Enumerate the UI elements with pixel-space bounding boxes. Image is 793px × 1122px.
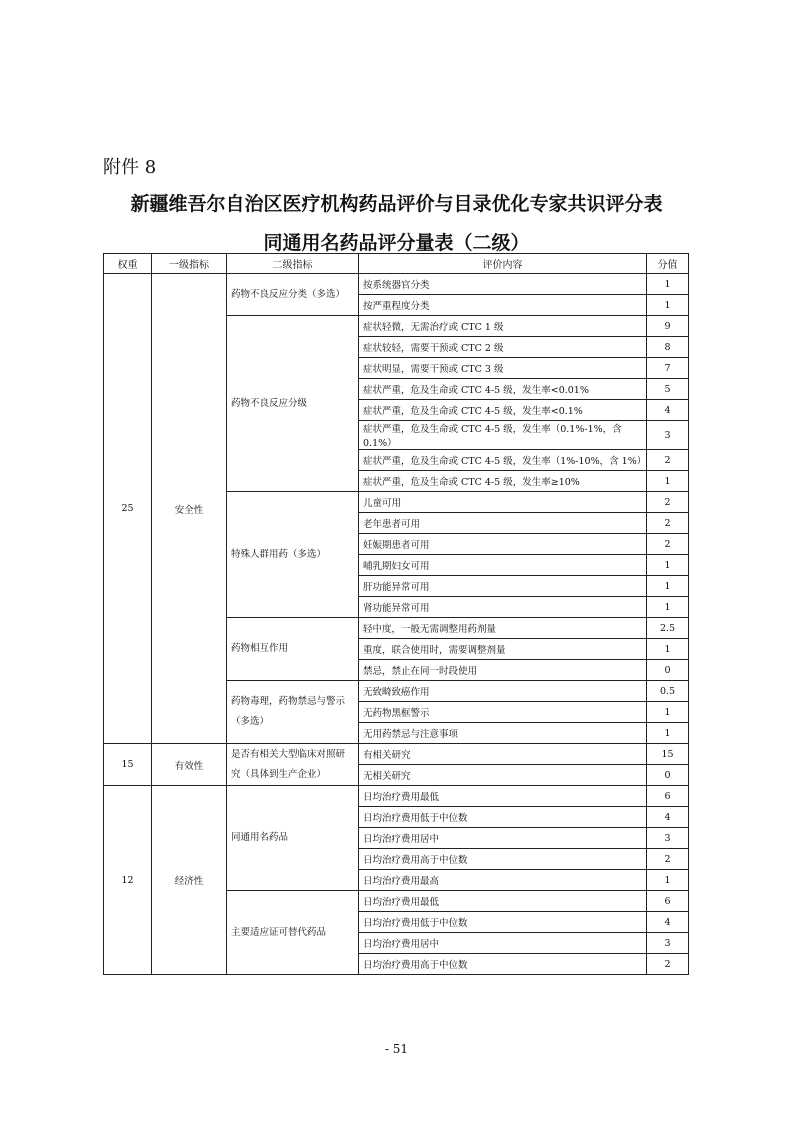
secondary-indicator-cell: 药物不良反应分类（多选） (227, 274, 359, 316)
table-row (104, 274, 689, 295)
score-cell: 1 (647, 723, 689, 744)
page-number: - 51 (384, 1042, 409, 1056)
content-cell: 日均治疗费用最低 (359, 786, 647, 807)
score-cell: 9 (647, 316, 689, 337)
content-cell: 日均治疗费用最低 (359, 891, 647, 912)
secondary-indicator-cell: 药物不良反应分级 (227, 316, 359, 492)
score-cell: 1 (647, 274, 689, 295)
content-cell: 无致畸致癌作用 (359, 681, 647, 702)
score-cell: 1 (647, 576, 689, 597)
content-cell: 妊娠期患者可用 (359, 534, 647, 555)
annex-label: 附件 8 (103, 157, 157, 178)
score-cell: 3 (647, 828, 689, 849)
score-cell: 4 (647, 400, 689, 421)
table-row (104, 786, 689, 807)
primary-indicator-cell: 经济性 (152, 786, 227, 975)
secondary-indicator-cell: 是否有相关大型临床对照研究（具体到生产企业） (227, 744, 359, 786)
score-cell: 2 (647, 849, 689, 870)
content-cell: 儿童可用 (359, 492, 647, 513)
score-cell: 1 (647, 295, 689, 316)
header-secondary-indicator: 二级指标 (227, 254, 359, 274)
content-cell: 日均治疗费用居中 (359, 828, 647, 849)
score-cell: 1 (647, 597, 689, 618)
header-content: 评价内容 (359, 254, 647, 274)
score-cell: 1 (647, 471, 689, 492)
score-cell: 6 (647, 786, 689, 807)
content-cell: 轻中度，一般无需调整用药剂量 (359, 618, 647, 639)
content-cell: 症状严重，危及生命或 CTC 4-5 级，发生率≥10% (359, 471, 647, 492)
content-cell: 症状轻微，无需治疗或 CTC 1 级 (359, 316, 647, 337)
score-cell: 2 (647, 513, 689, 534)
score-table (103, 253, 689, 975)
content-cell: 老年患者可用 (359, 513, 647, 534)
content-cell: 肾功能异常可用 (359, 597, 647, 618)
content-cell: 无药物黑框警示 (359, 702, 647, 723)
primary-indicator-cell: 有效性 (152, 744, 227, 786)
secondary-indicator-cell: 主要适应证可替代药品 (227, 891, 359, 975)
score-cell: 1 (647, 639, 689, 660)
content-cell: 日均治疗费用高于中位数 (359, 954, 647, 975)
content-cell: 日均治疗费用低于中位数 (359, 912, 647, 933)
score-cell: 2 (647, 450, 689, 471)
score-cell: 4 (647, 807, 689, 828)
content-cell: 症状明显，需要干预或 CTC 3 级 (359, 358, 647, 379)
content-cell: 哺乳期妇女可用 (359, 555, 647, 576)
content-cell: 症状严重，危及生命或 CTC 4-5 级，发生率<0.1% (359, 400, 647, 421)
weight-cell: 25 (104, 274, 152, 744)
content-cell: 症状严重，危及生命或 CTC 4-5 级，发生率<0.01% (359, 379, 647, 400)
table-header-row (104, 254, 689, 274)
content-cell: 禁忌，禁止在同一时段使用 (359, 660, 647, 681)
secondary-indicator-cell: 特殊人群用药（多选） (227, 492, 359, 618)
score-cell: 1 (647, 555, 689, 576)
score-cell: 7 (647, 358, 689, 379)
weight-cell: 15 (104, 744, 152, 786)
score-cell: 15 (647, 744, 689, 765)
content-cell: 按系统器官分类 (359, 274, 647, 295)
header-score: 分值 (647, 254, 689, 274)
content-cell: 日均治疗费用低于中位数 (359, 807, 647, 828)
content-cell: 肝功能异常可用 (359, 576, 647, 597)
score-cell: 0 (647, 660, 689, 681)
document-subtitle: 同通用名药品评分量表（二级） (263, 232, 530, 254)
score-cell: 8 (647, 337, 689, 358)
content-cell: 有相关研究 (359, 744, 647, 765)
score-cell: 0 (647, 765, 689, 786)
primary-indicator-cell: 安全性 (152, 274, 227, 744)
score-cell: 2 (647, 534, 689, 555)
content-cell: 症状严重，危及生命或 CTC 4-5 级，发生率（0.1%-1%，含 0.1%） (359, 421, 647, 450)
content-cell: 日均治疗费用最高 (359, 870, 647, 891)
content-cell: 症状严重，危及生命或 CTC 4-5 级，发生率（1%-10%，含 1%） (359, 450, 647, 471)
score-cell: 1 (647, 702, 689, 723)
score-cell: 2 (647, 954, 689, 975)
score-cell: 6 (647, 891, 689, 912)
score-cell: 3 (647, 421, 689, 450)
secondary-indicator-cell: 药物毒理，药物禁忌与警示（多选） (227, 681, 359, 744)
score-cell: 4 (647, 912, 689, 933)
content-cell: 无用药禁忌与注意事项 (359, 723, 647, 744)
content-cell: 日均治疗费用居中 (359, 933, 647, 954)
header-primary-indicator: 一级指标 (152, 254, 227, 274)
content-cell: 日均治疗费用高于中位数 (359, 849, 647, 870)
content-cell: 按严重程度分类 (359, 295, 647, 316)
content-cell: 重度，联合使用时，需要调整剂量 (359, 639, 647, 660)
score-cell: 2 (647, 492, 689, 513)
score-table-body (104, 274, 689, 975)
score-cell: 0.5 (647, 681, 689, 702)
content-cell: 无相关研究 (359, 765, 647, 786)
secondary-indicator-cell: 药物相互作用 (227, 618, 359, 681)
header-weight: 权重 (104, 254, 152, 274)
content-cell: 症状较轻，需要干预或 CTC 2 级 (359, 337, 647, 358)
score-cell: 2.5 (647, 618, 689, 639)
score-cell: 1 (647, 870, 689, 891)
document-title: 新疆维吾尔自治区医疗机构药品评价与目录优化专家共识评分表 (130, 193, 663, 215)
secondary-indicator-cell: 同通用名药品 (227, 786, 359, 891)
score-cell: 3 (647, 933, 689, 954)
score-cell: 5 (647, 379, 689, 400)
weight-cell: 12 (104, 786, 152, 975)
table-row (104, 744, 689, 765)
